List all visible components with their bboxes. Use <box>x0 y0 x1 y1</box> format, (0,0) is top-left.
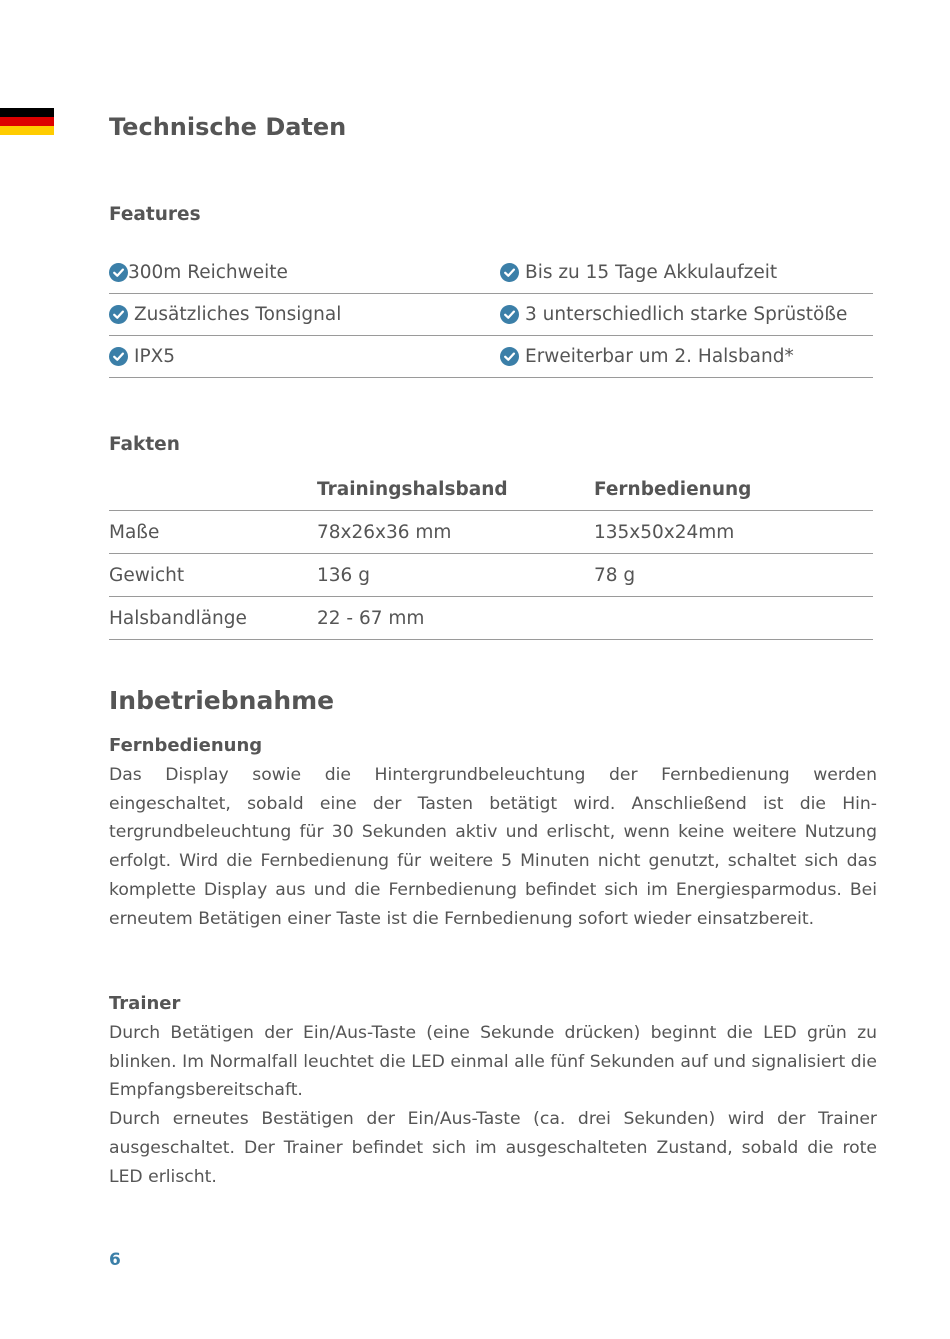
feature-label: Bis zu 15 Tage Akkulaufzeit <box>525 262 778 283</box>
feature-label: IPX5 <box>134 346 176 367</box>
feature-label: 3 unterschiedlich starke Sprüstöße <box>525 304 848 325</box>
features-list <box>109 252 873 378</box>
german-flag-icon <box>0 108 54 135</box>
check-circle-icon <box>109 263 128 282</box>
feature-label: Erweiterbar um 2. Halsband* <box>525 346 794 367</box>
feature-item <box>500 294 873 336</box>
paragraph: Durch Betätigen der Ein/Aus-Taste (eine Sekunde drücken) beginnt die LED grün zu blinken. Im Normalfall leuchtet die LED einmal alle fünf Sekunden auf und signalisiert die Empfangsbereitschaft. <box>109 1022 877 1101</box>
feature-label: Zusätzliches Tonsignal <box>134 304 342 325</box>
feature-item <box>109 294 500 336</box>
check-circle-icon <box>109 305 128 324</box>
subsection-heading: Fernbedienung <box>109 735 263 756</box>
table-cell: 135x50x24mm <box>594 511 873 554</box>
table-cell: 136 g <box>317 554 594 597</box>
feature-item <box>500 252 873 294</box>
feature-label: 300m Reichweite <box>128 262 288 283</box>
facts-table <box>109 468 873 640</box>
paragraph: Das Display sowie die Hintergrundbeleuchtung der Fernbedienung werden eingeschaltet, sobald eine der Tasten betätigt wird. Anschließend ist die Hintergrundbeleuchtung für 30 Sekunden aktiv und erlischt, wenn keine weitere Nutzung erfolgt. Wird die Fernbedienung für weitere 5 Minuten nicht genutzt, schaltet sich das komplette Display aus und die Fernbedienung befindet sich im Energiesparmodus. Bei erneutem Betätigen einer Taste ist die Fernbedienung sofort wieder einsatzbereit. <box>109 764 877 929</box>
trainer-section <box>109 990 877 1192</box>
feature-item <box>109 336 500 378</box>
table-cell: Halsbandlänge <box>109 597 317 640</box>
subsection-heading: Trainer <box>109 993 181 1014</box>
page-number: 6 <box>109 1250 121 1270</box>
facts-heading: Fakten <box>109 434 180 455</box>
table-row <box>109 511 873 554</box>
table-cell: 78 g <box>594 554 873 597</box>
table-cell: 78x26x36 mm <box>317 511 594 554</box>
check-circle-icon <box>500 263 519 282</box>
section-heading: Inbetriebnahme <box>109 686 335 715</box>
fernbedienung-section <box>109 732 877 934</box>
table-row <box>109 597 873 640</box>
table-header-row <box>109 468 873 511</box>
page-title: Technische Daten <box>109 113 347 141</box>
check-circle-icon <box>500 305 519 324</box>
table-cell: 22 - 67 mm <box>317 597 594 640</box>
table-header-cell: Fernbedienung <box>594 468 873 511</box>
table-cell: Gewicht <box>109 554 317 597</box>
features-heading: Features <box>109 204 201 225</box>
table-cell: Maße <box>109 511 317 554</box>
table-cell <box>594 597 873 640</box>
table-row <box>109 554 873 597</box>
check-circle-icon <box>109 347 128 366</box>
feature-item <box>500 336 873 378</box>
table-header-cell: Trainingshalsband <box>317 468 594 511</box>
table-header-cell <box>109 468 317 511</box>
paragraph: Durch erneutes Bestätigen der Ein/Aus-Taste (ca. drei Sekunden) wird der Trainer ausgeschaltet. Der Trainer befindet sich im ausgeschalteten Zustand, sobald die rote LED erlischt. <box>109 1109 877 1187</box>
check-circle-icon <box>500 347 519 366</box>
feature-item <box>109 252 500 294</box>
